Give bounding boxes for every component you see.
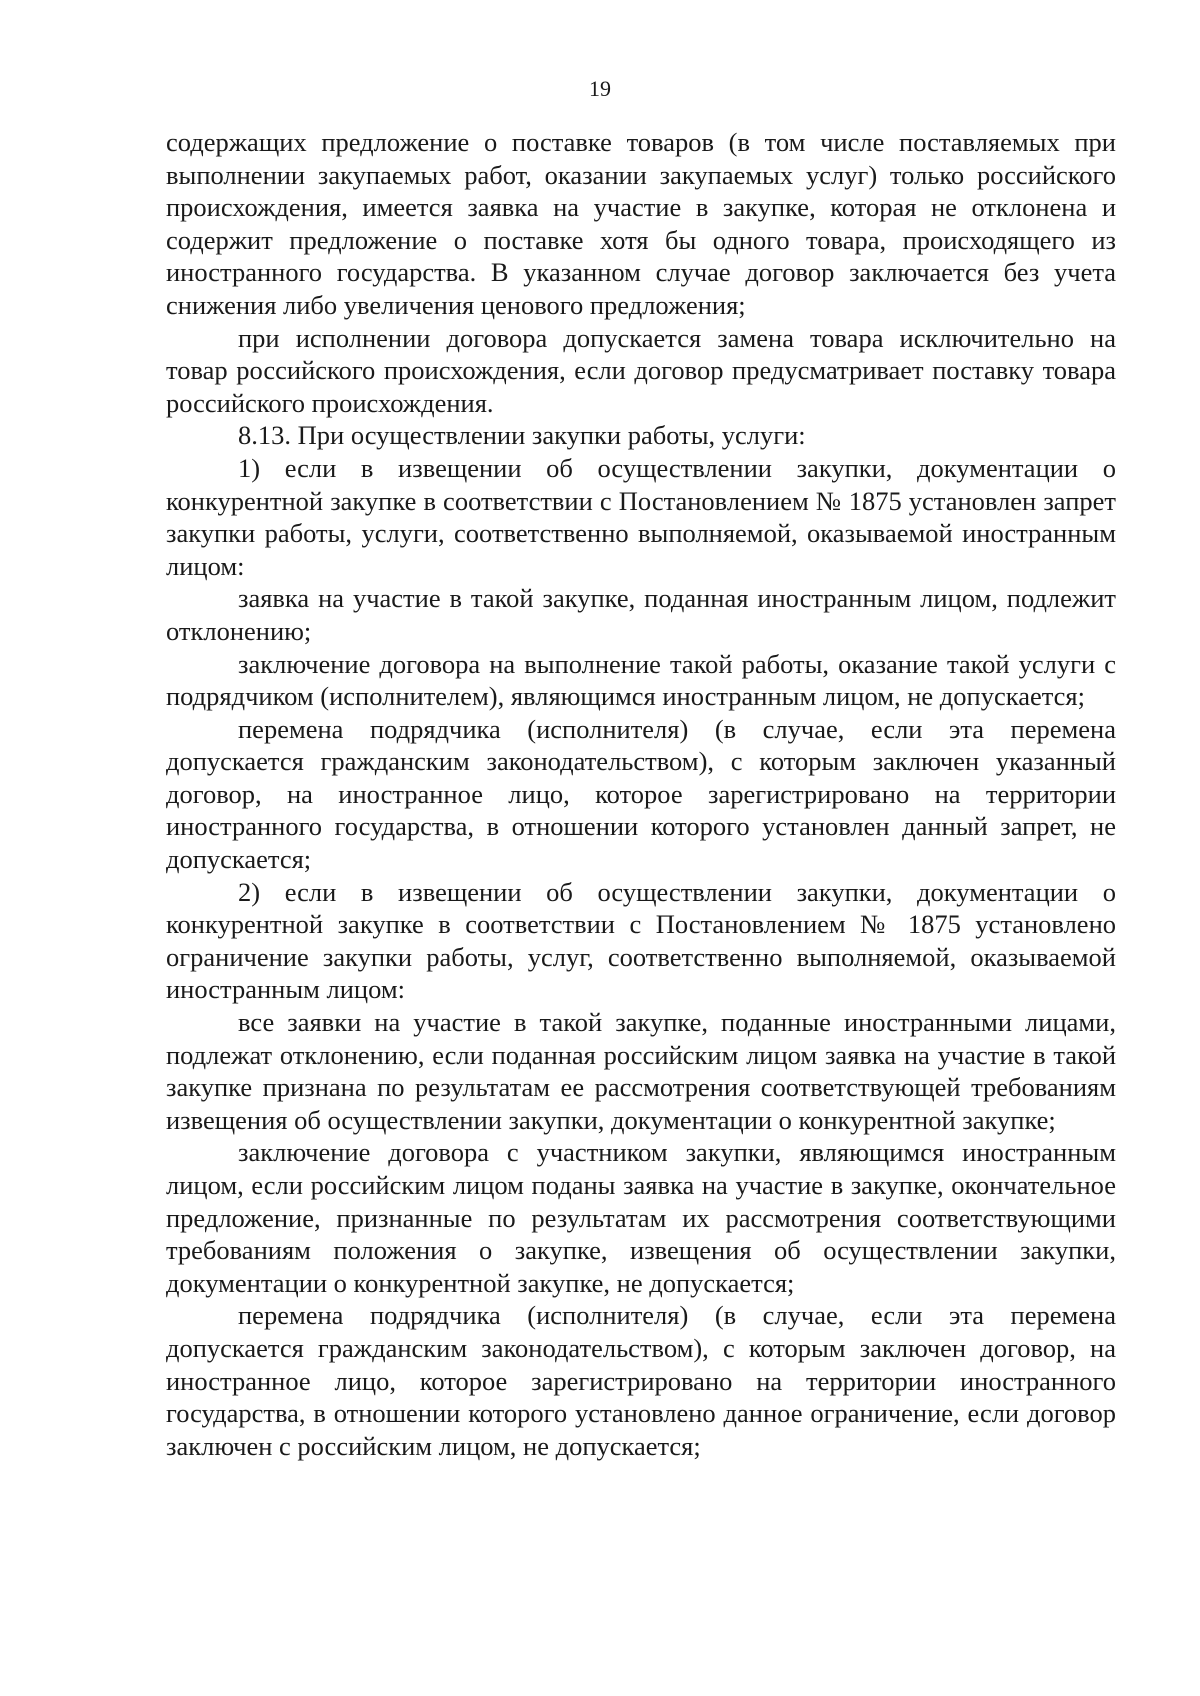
paragraph: 2) если в извещении об осуществлении закупки, документации о конкурентной закупке в соответствии с Постановлением № 1875 установлено ограничение закупки работы, услуг, соответственно выполняемой, оказываемой иностранным лицом: — [166, 876, 1116, 1005]
paragraph: заключение договора на выполнение такой работы, оказание такой услуги с подрядчиком (исполнителем), являющимся иностранным лицом, не допускается; — [166, 648, 1116, 712]
paragraph: при исполнении договора допускается замена товара исключительно на товар российского происхождения, если договор предусматривает поставку товара российского происхождения. — [166, 322, 1116, 418]
paragraph: все заявки на участие в такой закупке, поданные иностранными лицами, подлежат отклонению, если поданная российским лицом заявка на участие в такой закупке признана по результатам ее рассмотрения соответствующей требованиям извещения об осуществлении закупки, документации о конкурентной закупке; — [166, 1007, 1116, 1135]
paragraph: перемена подрядчика (исполнителя) (в случае, если эта перемена допускается гражданским законодательством), с которым заключен договор, на иностранное лицо, которое зарегистрировано на территории иностранного государства, в отношении которого установлено данное ограничение, если договор заключен с российским лицом, не допускается; — [166, 1300, 1116, 1461]
section-heading-8-13: 8.13. При осуществлении закупки работы, услуги: — [238, 420, 806, 451]
paragraph: перемена подрядчика (исполнителя) (в случае, если эта перемена допускается гражданским законодательством), с которым заключен указанный договор, на иностранное лицо, которое зарегистрировано на территории иностранного государства, в отношении которого установлен данный запрет, не допускается; — [166, 713, 1116, 875]
document-body — [166, 126, 1116, 1462]
paragraph-continuation: содержащих предложение о поставке товаров (в том числе поставляемых при выполнении закупаемых работ, оказании закупаемых услуг) только российского происхождения, имеется заявка на участие в закупке, которая не отклонена и содержит предложение о поставке хотя бы одного товара, происходящего из иностранного государства. В указанном случае договор заключается без учета снижения либо увеличения ценового предложения; — [166, 127, 1116, 320]
paragraph: заявка на участие в такой закупке, поданная иностранным лицом, подлежит отклонению; — [166, 583, 1116, 646]
paragraph: заключение договора с участником закупки, являющимся иностранным лицом, если российским лицом поданы заявка на участие в закупке, окончательное предложение, признанные по результатам их рассмотрения соответствующими требованиям положения о закупке, извещения об осуществлении закупки, документации о конкурентной закупке, не допускается; — [166, 1137, 1116, 1298]
page-number: 19 — [589, 76, 611, 101]
paragraph: 1) если в извещении об осуществлении закупки, документации о конкурентной закупке в соответствии с Постановлением № 1875 установлен запрет закупки работы, услуги, соответственно выполняемой, оказываемой иностранным лицом: — [166, 452, 1116, 581]
